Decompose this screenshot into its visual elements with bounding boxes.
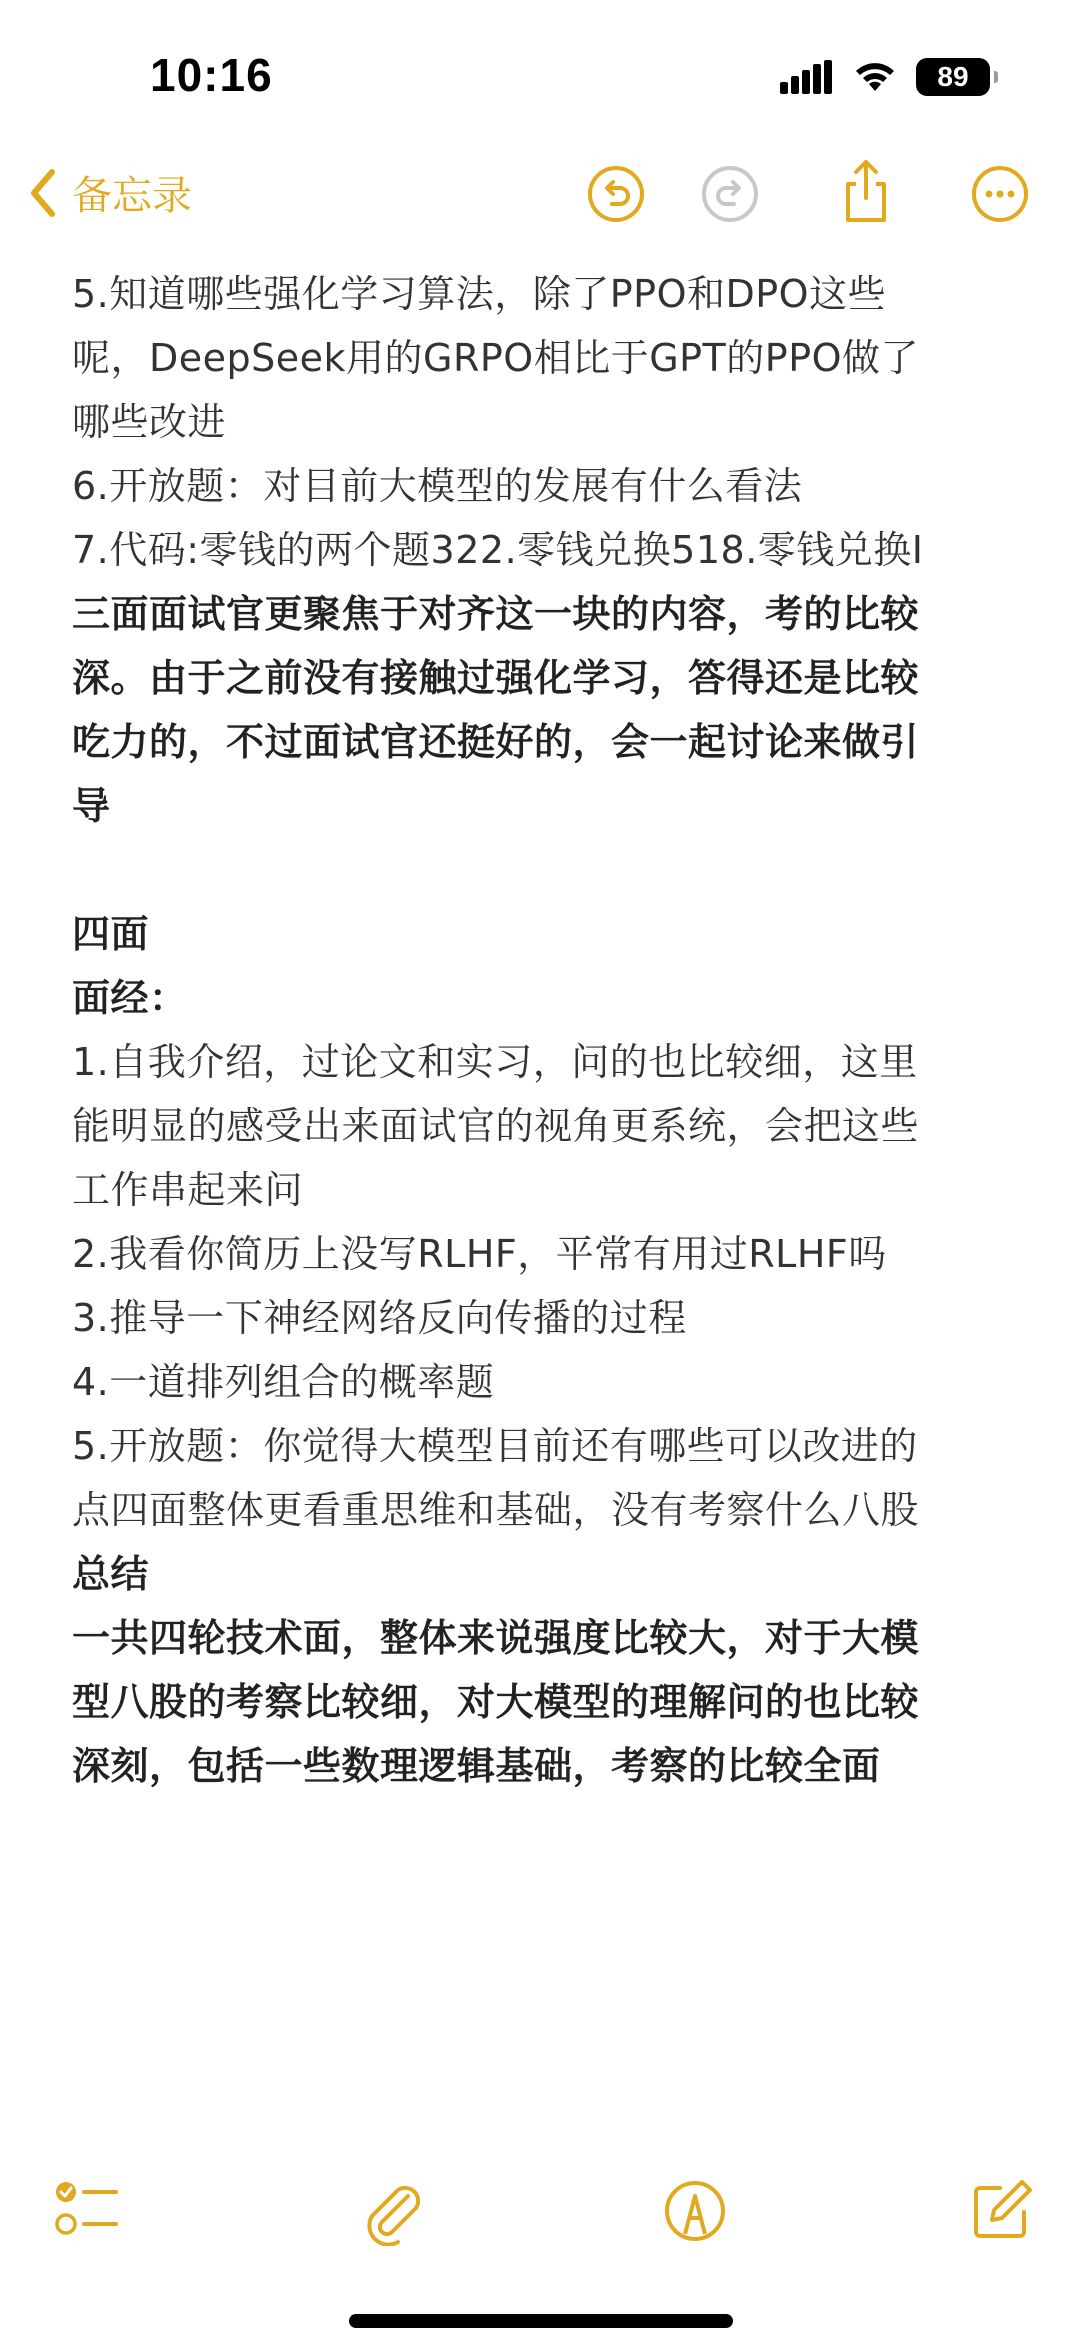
undo-icon[interactable]: [586, 164, 646, 224]
attachment-icon[interactable]: [358, 2176, 428, 2246]
markup-icon[interactable]: [660, 2176, 730, 2246]
note-line: 能明显的感受出来面试官的视角更系统，会把这些: [72, 1104, 920, 1148]
battery-level: 89: [937, 61, 969, 92]
chevron-left-icon: [28, 168, 58, 218]
note-line: 7.代码:零钱的两个题322.零钱兑换518.零钱兑换Ⅰ: [72, 528, 924, 572]
redo-icon[interactable]: [700, 164, 760, 224]
note-line: 吃力的，不过面试官还挺好的，会一起讨论来做引: [72, 720, 920, 764]
note-line: 6.开放题：对目前大模型的发展有什么看法: [72, 464, 803, 508]
note-line: 1.自我介绍，过论文和实习，问的也比较细，这里: [72, 1040, 918, 1084]
note-line: 3.推导一下神经网络反向传播的过程: [72, 1296, 687, 1340]
note-blank-line: [72, 838, 1012, 902]
note-line: 三面面试官更聚焦于对齐这一块的内容，考的比较: [72, 592, 920, 636]
cellular-signal-icon: [780, 60, 834, 94]
status-icons: [780, 58, 990, 96]
nav-bar: [0, 150, 1080, 240]
wifi-icon: [852, 60, 898, 94]
note-line: 一共四轮技术面，整体来说强度比较大，对于大模: [72, 1616, 920, 1660]
back-label: 备忘录: [72, 173, 192, 219]
bottom-toolbar: [0, 2176, 1080, 2256]
note-line: 面经：: [72, 976, 188, 1020]
note-body[interactable]: [72, 262, 1012, 1798]
note-line: 哪些改进: [72, 400, 227, 444]
back-button[interactable]: [28, 164, 192, 221]
note-line: 总结: [72, 1552, 150, 1596]
status-time: 10:16: [150, 49, 273, 101]
note-line: 5.开放题：你觉得大模型目前还有哪些可以改进的: [72, 1424, 918, 1468]
home-indicator: [349, 2314, 733, 2328]
compose-icon[interactable]: [966, 2176, 1036, 2246]
note-line: 四面: [72, 912, 150, 956]
note-line: 导: [72, 784, 111, 828]
note-line: 4.一道排列组合的概率题: [72, 1360, 495, 1404]
note-line: 2.我看你简历上没写RLHF，平常有用过RLHF吗: [72, 1232, 887, 1276]
note-line: 型八股的考察比较细，对大模型的理解问的也比较: [72, 1680, 920, 1724]
note-line: 工作串起来问: [72, 1168, 304, 1212]
note-line: 点四面整体更看重思维和基础，没有考察什么八股: [72, 1488, 920, 1532]
note-line: 5.知道哪些强化学习算法，除了PPO和DPO这些: [72, 272, 887, 316]
note-line: 呢，DeepSeek用的GRPO相比于GPT的PPO做了: [72, 336, 920, 380]
status-bar: [0, 0, 1080, 150]
note-line: 深。由于之前没有接触过强化学习，答得还是比较: [72, 656, 920, 700]
share-icon[interactable]: [836, 158, 896, 224]
battery-icon: [916, 58, 990, 96]
more-icon[interactable]: [970, 164, 1030, 224]
checklist-icon[interactable]: [52, 2176, 122, 2246]
note-line: 深刻，包括一些数理逻辑基础，考察的比较全面: [72, 1744, 881, 1788]
